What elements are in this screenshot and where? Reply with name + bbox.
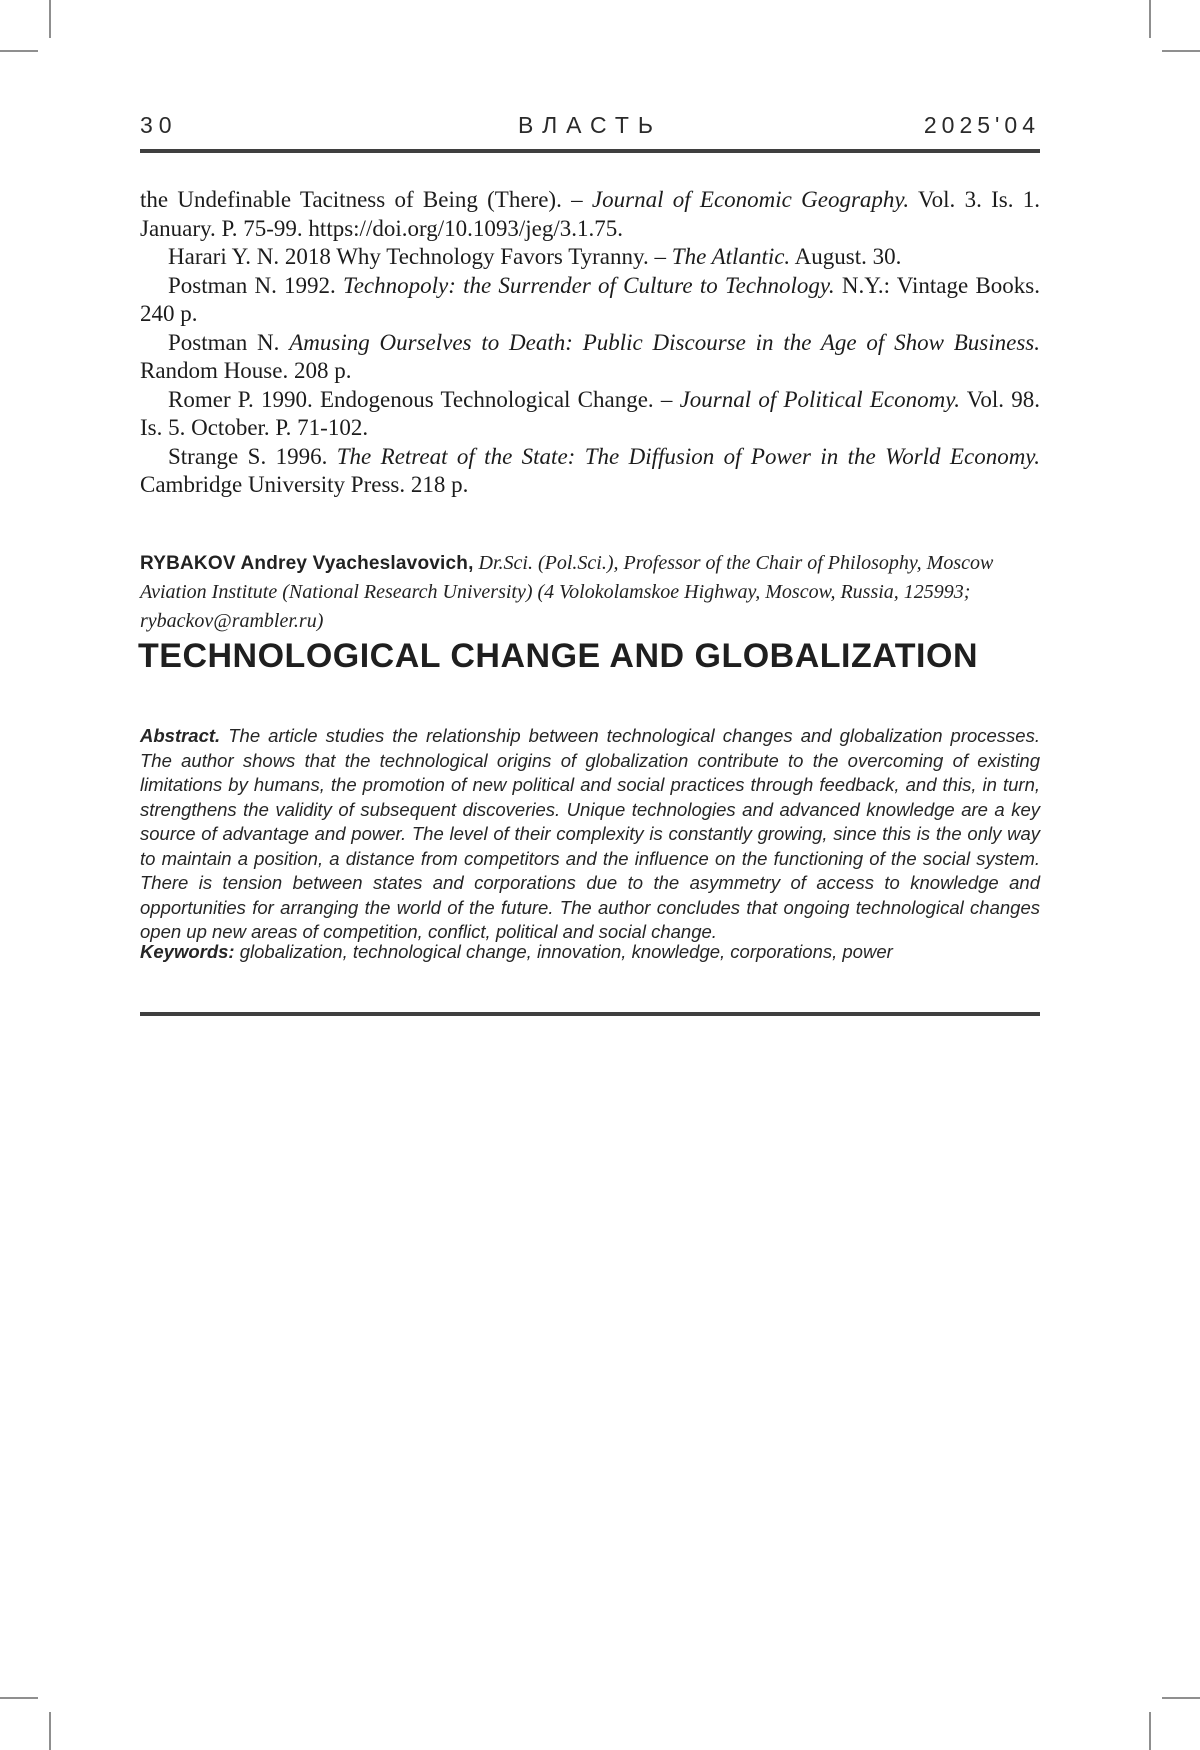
reference-text: Postman N. [168,329,290,355]
crop-mark-bottom-left-vertical [49,1712,51,1750]
reference-text: Vol. 98. Is. 5. October. P. 71-102. [140,386,1040,440]
reference-text: Vol. 3. Is. 1. January. P. 75-99. https://doi.org/10.1093/jeg/3.1.75. [140,187,1040,241]
reference-text: Cambridge University Press. 218 p. [140,472,469,497]
reference-source: The Atlantic. [671,244,791,269]
section-end-rule [140,1012,1040,1016]
journal-title: ВЛАСТЬ [517,112,662,138]
crop-mark-top-right-horizontal [1162,50,1200,52]
crop-mark-bottom-left-horizontal [0,1697,38,1699]
reference-item [140,443,1040,500]
reference-item [140,386,1040,443]
reference-text: Random House. 208 p. [140,358,352,383]
issue-number: 2025'04 [923,112,1040,138]
author-note [140,549,1040,636]
header-rule [140,149,1040,153]
crop-mark-bottom-right-vertical [1149,1712,1151,1750]
reference-text: N.Y.: Vintage Books. 240 p. [140,272,1040,326]
author-affiliation: Dr.Sci. (Pol.Sci.), Professor of the Chair of Philosophy, Moscow Aviation Institute (National Research University) (4 Volokolamskoe Highway, Moscow, Russia, 125993; rybackov@rambler.ru) [140,552,994,632]
reference-text: the Undefinable Tacitness of Being (There). – [140,187,592,212]
article-title: TECHNOLOGICAL CHANGE AND GLOBALIZATION [138,637,978,675]
reference-text: Harari Y. N. 2018 Why Technology Favors Tyranny. – [168,244,672,269]
keywords-label: Keywords: [140,941,235,962]
abstract [140,724,1040,945]
reference-item [140,186,1040,243]
references-list [140,186,1040,500]
reference-item [140,329,1040,386]
author-name: RYBAKOV Andrey Vyacheslavovich, [140,553,474,574]
crop-mark-top-right-vertical [1149,0,1151,38]
reference-text: Postman N. 1992. [168,272,344,298]
crop-mark-top-left-horizontal [0,50,38,52]
keywords-text: globalization, technological change, innovation, knowledge, corporations, power [234,941,893,962]
running-head [140,110,1040,140]
abstract-label: Abstract. [140,725,221,746]
crop-mark-bottom-right-horizontal [1162,1697,1200,1699]
keywords [140,940,1040,965]
crop-mark-top-left-vertical [49,0,51,38]
reference-source: Journal of Economic Geography. [591,187,910,212]
reference-text: August. 30. [790,244,902,269]
reference-source: Journal of Political Economy. [679,386,960,412]
abstract-text: The article studies the relationship between technological changes and globalization processes. The author shows that the technological origins of globalization contribute to the overcoming of existing limitations by humans, the promotion of new political and social practices through feedback, and this, in turn, strengthens the validity of subsequent discoveries. Unique technologies and advanced knowledge are a key source of advantage and power. The level of their complexity is constantly growing, since this is the only way to maintain a position, a distance from competitors and the influence on the functioning of the social system. There is tension between states and corporations due to the asymmetry of access to knowledge and opportunities for arranging the world of the future. The author concludes that ongoing technological changes open up new areas of competition, conflict, political and social change. [140,725,1040,942]
reference-text: Strange S. 1996. [168,443,337,469]
reference-source: The Retreat of the State: The Diffusion of Power in the World Economy. [336,443,1040,469]
reference-item [140,272,1040,329]
reference-source: Technopoly: the Surrender of Culture to Technology. [343,272,835,298]
reference-item [140,243,1040,272]
reference-text: Romer P. 1990. Endogenous Technological Change. – [168,386,680,412]
page-number: 30 [140,112,178,138]
reference-source: Amusing Ourselves to Death: Public Discourse in the Age of Show Business. [289,329,1040,355]
